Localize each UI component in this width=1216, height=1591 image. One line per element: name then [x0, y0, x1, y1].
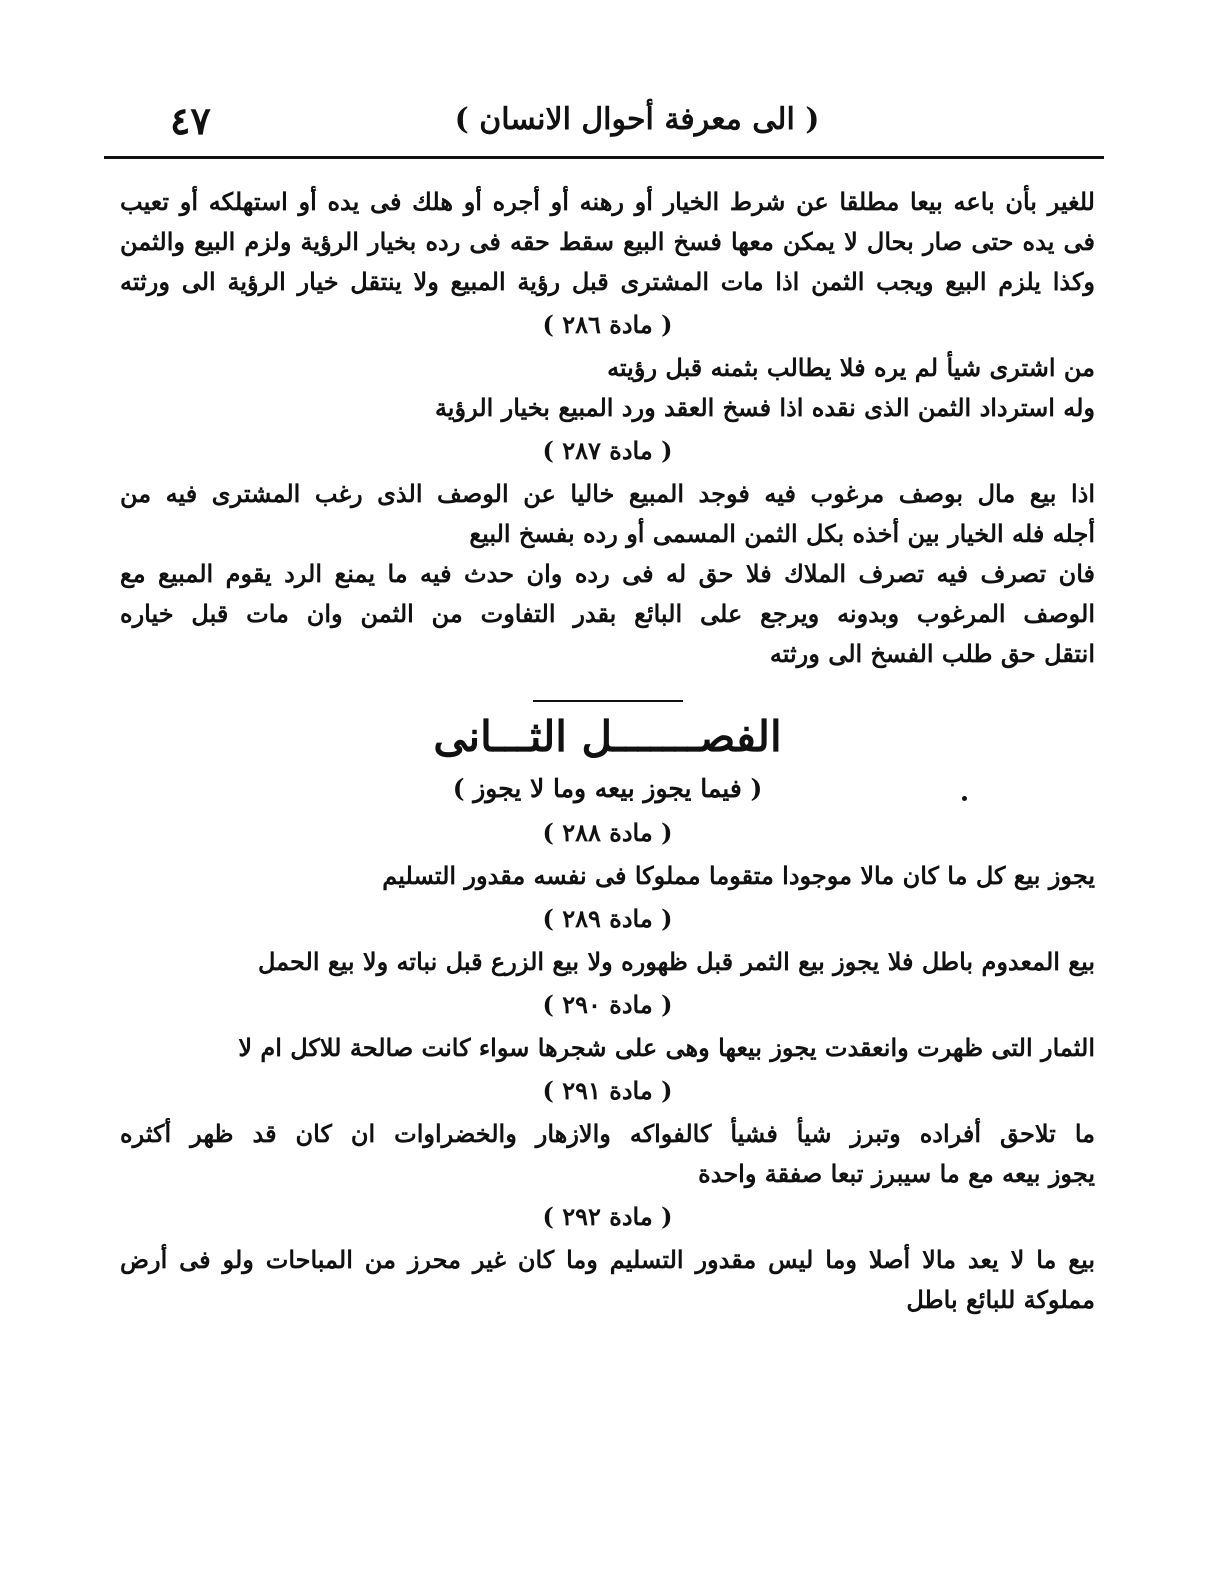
- article-heading: ( مادة ٢٩١ ): [542, 1076, 673, 1105]
- page-header: [112, 98, 1102, 148]
- text-line: فى يده حتى صار بحال لا يمكن معها فسخ البيع سقط حقه فى رده بخيار الرؤية ولزم البيع والثمن: [120, 227, 1095, 256]
- article-heading: ( مادة ٢٩٠ ): [542, 990, 673, 1019]
- text-line: وله استرداد الثمن الذى نقده اذا فسخ العقد ورد المبيع بخيار الرؤية: [434, 393, 1095, 422]
- article-291: [120, 1070, 1095, 1194]
- article-heading: ( مادة ٢٩٢ ): [542, 1202, 673, 1231]
- running-title: ( الى معرفة أحوال الانسان ): [454, 102, 820, 137]
- text-line: يجوز بيع كل ما كان مالا موجودا متقوما مملوكا فى نفسه مقدور التسليم: [382, 861, 1095, 890]
- text-line: بيع المعدوم باطل فلا يجوز بيع الثمر قبل ظهوره ولا بيع الزرع قبل نباته ولا بيع الحمل: [257, 947, 1095, 976]
- text-line: من اشترى شيأ لم يره فلا يطالب بثمنه قبل رؤيته: [607, 353, 1095, 382]
- section-subtitle: ( فيما يجوز بيعه وما لا يجوز ): [452, 774, 763, 803]
- header-rule: [104, 156, 1104, 159]
- article-heading: ( مادة ٢٨٧ ): [542, 436, 673, 465]
- text-line: مملوكة للبائع باطل: [906, 1285, 1095, 1314]
- text-line: انتقل حق طلب الفسخ الى ورثته: [769, 639, 1095, 668]
- article-289: [120, 898, 1095, 982]
- ink-dot: [962, 796, 967, 801]
- text-line: وكذا يلزم البيع ويجب الثمن اذا مات المشترى قبل رؤية المبيع ولا ينتقل خيار الرؤية الى ورثته: [120, 267, 1095, 296]
- section-title: الفصـــــــل الثـــانى: [433, 712, 782, 761]
- text-line: يجوز بيعه مع ما سيبرز تبعا صفقة واحدة: [698, 1159, 1095, 1188]
- text-line: الوصف المرغوب وبدونه ويرجع على البائع بقدر التفاوت من الثمن وان مات قبل خياره: [120, 599, 1095, 628]
- article-290: [120, 984, 1095, 1068]
- article-heading: ( مادة ٢٨٨ ): [542, 818, 673, 847]
- text-line: فان تصرف فيه تصرف الملاك فلا حق له فى رده وان حدث فيه ما يمنع الرد يقوم المبيع مع: [120, 559, 1095, 588]
- article-286: [120, 304, 1095, 428]
- text-line: اذا بيع مال بوصف مرغوب فيه فوجد المبيع خاليا عن الوصف الذى رغب المشترى فيه من: [120, 479, 1095, 508]
- section-divider: [533, 700, 683, 702]
- text-line: ما تلاحق أفراده وتبرز شيأ فشيأ كالفواكه والازهار والخضراوات ان كان قد ظهر أكثره: [120, 1119, 1095, 1148]
- article-287: [120, 430, 1095, 674]
- page-body: [120, 182, 1095, 1320]
- article-288: [120, 812, 1095, 896]
- text-line: أجله فله الخيار بين أخذه بكل الثمن المسمى أو رده بفسخ البيع: [469, 519, 1095, 548]
- article-heading: ( مادة ٢٨٦ ): [542, 310, 673, 339]
- article-heading: ( مادة ٢٨٩ ): [542, 904, 673, 933]
- article-292: [120, 1196, 1095, 1320]
- text-line: الثمار التى ظهرت وانعقدت يجوز بيعها وهى على شجرها سواء كانت صالحة للاكل ام لا: [238, 1033, 1095, 1062]
- text-line: للغير بأن باعه بيعا مطلقا عن شرط الخيار أو رهنه أو أجره أو هلك فى يده أو استهلكه أو تعيب: [120, 187, 1095, 216]
- page-number: ٤٧: [170, 98, 211, 143]
- text-line: بيع ما لا يعد مالا أصلا وما ليس مقدور التسليم وما كان غير محرز من المباحات ولو فى أرض: [120, 1245, 1095, 1274]
- continued-paragraph: [120, 182, 1095, 302]
